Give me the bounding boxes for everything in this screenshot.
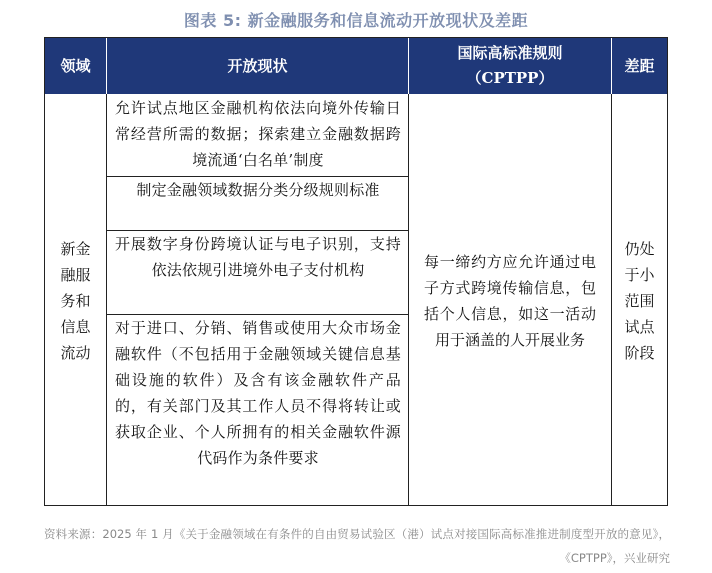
gap-text: 仍处于小范围试点阶段 <box>624 239 655 362</box>
status-item-4: 对于进口、分销、销售或使用大众市场金融软件（不包括用于金融领域关键信息基础设施的软件）及含有该金融软件产品的，有关部门及其工作人员不得将转让或获取企业、个人所拥有的相关金融软件源代码作为条件要求 <box>115 319 401 467</box>
source-note: 资料来源：2025 年 1 月《关于金融领域在有条件的自由贸易试验区（港）试点对接国际高标准推进制度型开放的意见》，《CPTPP》，兴业研究 <box>44 527 670 565</box>
header-status: 开放现状 <box>227 56 288 75</box>
comparison-table <box>44 37 668 506</box>
table-header <box>45 38 667 94</box>
status-item-1: 允许试点地区金融机构依法向境外传输日常经营所需的数据；探索建立金融数据跨境流通‘白名单’制度 <box>115 99 401 169</box>
header-standard-title: 国际高标准规则 <box>457 44 563 62</box>
header-gap: 差距 <box>624 56 655 75</box>
gap-cell <box>612 95 667 506</box>
header-standard-subtitle: （CPTPP） <box>466 69 554 87</box>
header-standard <box>409 38 611 94</box>
status-item-2: 制定金融领域数据分类分级规则标准 <box>136 181 380 199</box>
standard-text: 每一缔约方应允许通过电子方式跨境传输信息，包括个人信息，如这一活动用于涵盖的人开展业务 <box>424 252 596 349</box>
figure-title: 图表 5: 新金融服务和信息流动开放现状及差距 <box>183 11 529 30</box>
status-item-3: 开展数字身份跨境认证与电子识别，支持依法依规引进境外电子支付机构 <box>115 235 401 279</box>
standard-cell <box>409 95 611 506</box>
header-domain: 领域 <box>60 56 91 75</box>
domain-text: 新金融服务和信息流动 <box>60 239 91 362</box>
domain-cell <box>45 95 106 506</box>
column-border <box>106 94 107 505</box>
